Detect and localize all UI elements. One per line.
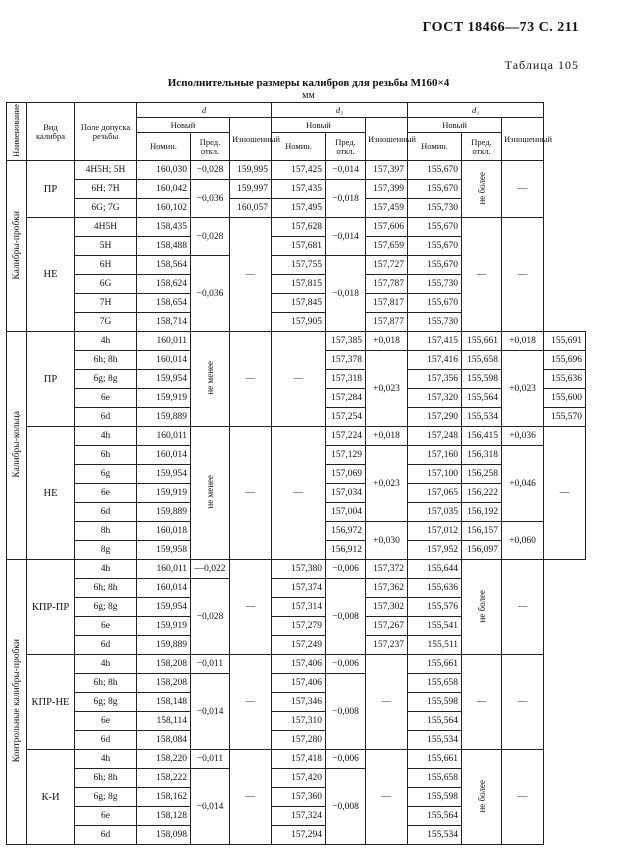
d-pred-dash: — bbox=[230, 427, 272, 560]
d2-worn: 157,065 bbox=[408, 484, 462, 503]
d2-dev-header: Пред. откл. bbox=[326, 133, 366, 161]
tolerance-field: 4h bbox=[75, 427, 137, 446]
d-worn: 159,995 bbox=[230, 161, 272, 180]
d-nominal: 158,220 bbox=[137, 750, 191, 769]
d-worn: — bbox=[230, 655, 272, 750]
col-d-header: d bbox=[137, 103, 272, 118]
d1-nominal: 155,658 bbox=[462, 351, 502, 370]
d1-nominal: 155,541 bbox=[408, 617, 462, 636]
d1-nominal: 155,658 bbox=[408, 674, 462, 693]
d2-worn: 157,320 bbox=[408, 389, 462, 408]
d2-worn: 157,302 bbox=[366, 598, 408, 617]
gauge-kind: ПР bbox=[27, 332, 75, 427]
d1-nominal: 155,661 bbox=[408, 750, 462, 769]
tolerance-field: 7H bbox=[75, 294, 137, 313]
d1-worn: 155,691 bbox=[544, 332, 586, 351]
col-name-header: Наименование bbox=[7, 103, 27, 161]
d-nominal: 160,030 bbox=[137, 161, 191, 180]
d2-worn: 157,399 bbox=[366, 180, 408, 199]
tolerance-field: 6e bbox=[75, 807, 137, 826]
d-deviation: −0,028 bbox=[191, 161, 230, 180]
d1-nominal: 155,534 bbox=[408, 826, 462, 845]
tolerance-field: 6d bbox=[75, 826, 137, 845]
d1-nominal: 155,598 bbox=[408, 788, 462, 807]
d1-worn: — bbox=[502, 218, 544, 332]
d2-nominal: 157,374 bbox=[272, 579, 326, 598]
tolerance-field: 6e bbox=[75, 617, 137, 636]
d2-worn: 157,362 bbox=[366, 579, 408, 598]
tolerance-field: 4H5H; 5H bbox=[75, 161, 137, 180]
d1-deviation-text: не более bbox=[476, 171, 487, 205]
d-nominal: 158,208 bbox=[137, 674, 191, 693]
gauge-dimensions-table bbox=[6, 102, 586, 845]
d1-nominal: 156,318 bbox=[462, 446, 502, 465]
d2-nominal: 156,912 bbox=[326, 541, 366, 560]
d-nominal: 158,488 bbox=[137, 237, 191, 256]
tolerance-field: 4h bbox=[75, 332, 137, 351]
d-nominal: 159,889 bbox=[137, 636, 191, 655]
d1-worn: — bbox=[502, 161, 544, 218]
d-worn: — bbox=[272, 427, 326, 560]
d1-worn: 155,636 bbox=[544, 370, 586, 389]
d-pred-dash: — bbox=[230, 332, 272, 427]
table-row bbox=[7, 427, 586, 446]
tolerance-field: 6d bbox=[75, 731, 137, 750]
d-deviation bbox=[191, 332, 230, 427]
d2-worn: 157,397 bbox=[366, 161, 408, 180]
d-nominal: 158,435 bbox=[137, 218, 191, 237]
d1-nominal: 155,670 bbox=[408, 237, 462, 256]
d1-nominal: 156,222 bbox=[462, 484, 502, 503]
d-nominal: 158,654 bbox=[137, 294, 191, 313]
d-nominal: 158,714 bbox=[137, 313, 191, 332]
d2-deviation: −0,018 bbox=[326, 180, 366, 218]
tolerance-field: 6h bbox=[75, 446, 137, 465]
d2-nominal: 157,406 bbox=[272, 674, 326, 693]
d2-nominal: 157,279 bbox=[272, 617, 326, 636]
d1-worn: — bbox=[502, 750, 544, 845]
d2-deviation: −0,008 bbox=[326, 579, 366, 655]
d-nominal: 160,018 bbox=[137, 522, 191, 541]
d1-nominal: 155,576 bbox=[408, 598, 462, 617]
d-nominal: 160,011 bbox=[137, 560, 191, 579]
table-row bbox=[7, 560, 586, 579]
group-name bbox=[7, 332, 27, 560]
d2-worn: 157,606 bbox=[366, 218, 408, 237]
d1-nominal: 155,564 bbox=[408, 807, 462, 826]
d1-nominal-header: Номин. bbox=[408, 133, 462, 161]
tolerance-field: 4h bbox=[75, 750, 137, 769]
d-deviation: −0,011 bbox=[191, 750, 230, 769]
d2-worn: 157,035 bbox=[408, 503, 462, 522]
d1-nominal: 155,661 bbox=[462, 332, 502, 351]
d2-worn: 157,160 bbox=[408, 446, 462, 465]
tolerance-field: 6h; 8h bbox=[75, 674, 137, 693]
d1-nominal: 155,564 bbox=[462, 389, 502, 408]
d-nominal: 159,889 bbox=[137, 503, 191, 522]
col-d1-header: d₁ bbox=[408, 103, 544, 118]
d2-nominal: 157,681 bbox=[272, 237, 326, 256]
d-nominal: 159,954 bbox=[137, 465, 191, 484]
tolerance-field: 4H5H bbox=[75, 218, 137, 237]
d2-nominal: 157,254 bbox=[326, 408, 366, 427]
d-nominal: 159,919 bbox=[137, 617, 191, 636]
tolerance-field: 4h bbox=[75, 560, 137, 579]
d1-nominal: 155,598 bbox=[408, 693, 462, 712]
gauge-kind: НЕ bbox=[27, 427, 75, 560]
d-nominal: 158,624 bbox=[137, 275, 191, 294]
d-deviation-text: не менее bbox=[205, 475, 215, 509]
d-nominal: 160,042 bbox=[137, 180, 191, 199]
d2-worn: 157,356 bbox=[408, 370, 462, 389]
d-deviation: −0,028 bbox=[191, 579, 230, 655]
d-nominal: 159,919 bbox=[137, 484, 191, 503]
d-nominal: 159,889 bbox=[137, 408, 191, 427]
d-worn: — bbox=[230, 750, 272, 845]
d2-deviation: +0,018 bbox=[366, 427, 408, 446]
d2-worn: 157,877 bbox=[366, 313, 408, 332]
d2-nominal: 157,495 bbox=[272, 199, 326, 218]
d-new-header: Новый bbox=[137, 118, 230, 133]
d-deviation: —0,022 bbox=[191, 560, 230, 579]
d2-deviation: −0,006 bbox=[326, 655, 366, 674]
tolerance-field: 8g bbox=[75, 541, 137, 560]
d-worn: 159,997 bbox=[230, 180, 272, 199]
d-nominal: 158,128 bbox=[137, 807, 191, 826]
group-name-text: Контрольные калибры-пробки bbox=[11, 639, 22, 763]
d1-nominal: 155,598 bbox=[462, 370, 502, 389]
d1-nominal: 155,730 bbox=[408, 275, 462, 294]
d-nominal-header: Номин. bbox=[137, 133, 191, 161]
tolerance-field: 6G; 7G bbox=[75, 199, 137, 218]
d-nominal: 158,114 bbox=[137, 712, 191, 731]
d-worn: 160,057 bbox=[230, 199, 272, 218]
d2-worn: 157,787 bbox=[366, 275, 408, 294]
d2-nominal: 157,406 bbox=[272, 655, 326, 674]
d-nominal: 158,208 bbox=[137, 655, 191, 674]
d2-deviation: +0,023 bbox=[366, 446, 408, 522]
d2-nominal: 157,385 bbox=[326, 332, 366, 351]
d-deviation: −0,011 bbox=[191, 655, 230, 674]
group-name-text: Калибры-пробки bbox=[11, 210, 22, 280]
d2-deviation: −0,006 bbox=[326, 750, 366, 769]
d1-nominal: 156,157 bbox=[462, 522, 502, 541]
gauge-kind: НЕ bbox=[27, 218, 75, 332]
gauge-kind: К-И bbox=[27, 750, 75, 845]
tolerance-field: 6e bbox=[75, 712, 137, 731]
d1-nominal: 155,670 bbox=[408, 161, 462, 180]
d2-worn: 157,817 bbox=[366, 294, 408, 313]
d2-worn: — bbox=[366, 750, 408, 845]
group-name bbox=[7, 161, 27, 332]
gauge-kind: ПР bbox=[27, 161, 75, 218]
d-nominal: 160,014 bbox=[137, 579, 191, 598]
d1-deviation: — bbox=[462, 218, 502, 332]
d-nominal: 160,014 bbox=[137, 446, 191, 465]
d1-nominal: 155,511 bbox=[408, 636, 462, 655]
d1-nominal: 155,564 bbox=[408, 712, 462, 731]
d2-worn-header: Изношенный bbox=[366, 118, 408, 161]
d2-nominal: 157,845 bbox=[272, 294, 326, 313]
tolerance-field: 4h bbox=[75, 655, 137, 674]
col-d2-header: d₂ bbox=[272, 103, 408, 118]
d1-nominal: 156,192 bbox=[462, 503, 502, 522]
d1-nominal: 156,097 bbox=[462, 541, 502, 560]
d1-deviation-text: не более bbox=[476, 779, 487, 813]
d1-deviation: +0,023 bbox=[502, 351, 544, 427]
tolerance-field: 7G bbox=[75, 313, 137, 332]
d2-nominal: 157,420 bbox=[272, 769, 326, 788]
d2-nominal: 157,224 bbox=[326, 427, 366, 446]
d2-nominal: 157,435 bbox=[272, 180, 326, 199]
d1-nominal: 155,670 bbox=[408, 256, 462, 275]
tolerance-field: 6d bbox=[75, 408, 137, 427]
d1-deviation: +0,036 bbox=[502, 427, 544, 446]
tolerance-field: 8h bbox=[75, 522, 137, 541]
d2-nominal: 157,129 bbox=[326, 446, 366, 465]
d1-nominal: 155,644 bbox=[408, 560, 462, 579]
d-nominal: 160,014 bbox=[137, 351, 191, 370]
d2-deviation: −0,014 bbox=[326, 161, 366, 180]
d1-nominal: 156,415 bbox=[462, 427, 502, 446]
d-deviation: −0,036 bbox=[191, 256, 230, 332]
tolerance-field: 6h; 8h bbox=[75, 579, 137, 598]
d2-nominal: 157,318 bbox=[326, 370, 366, 389]
d1-worn: 155,696 bbox=[544, 351, 586, 370]
d2-worn: — bbox=[366, 655, 408, 750]
d-worn-header: Изношенный bbox=[230, 118, 272, 161]
d2-deviation: +0,023 bbox=[366, 351, 408, 427]
d2-deviation: +0,018 bbox=[366, 332, 408, 351]
d-deviation-text: не менее bbox=[205, 361, 215, 395]
d-deviation bbox=[191, 427, 230, 560]
d1-worn: 155,570 bbox=[544, 408, 586, 427]
d-deviation: −0,014 bbox=[191, 674, 230, 750]
d-nominal: 158,084 bbox=[137, 731, 191, 750]
d2-nominal: 157,346 bbox=[272, 693, 326, 712]
tolerance-field: 6h; 8h bbox=[75, 351, 137, 370]
d-worn: — bbox=[230, 560, 272, 655]
d2-nominal: 157,815 bbox=[272, 275, 326, 294]
d1-nominal: 155,534 bbox=[408, 731, 462, 750]
d2-worn: 157,459 bbox=[366, 199, 408, 218]
table-body bbox=[7, 161, 586, 845]
d2-deviation: +0,030 bbox=[366, 522, 408, 560]
d2-worn: 157,952 bbox=[408, 541, 462, 560]
tolerance-field: 6H; 7H bbox=[75, 180, 137, 199]
tolerance-field: 6G bbox=[75, 275, 137, 294]
d1-nominal: 155,658 bbox=[408, 769, 462, 788]
d1-nominal: 155,670 bbox=[408, 218, 462, 237]
tolerance-field: 6d bbox=[75, 503, 137, 522]
d-deviation: −0,014 bbox=[191, 769, 230, 845]
d2-deviation: −0,006 bbox=[326, 560, 366, 579]
col-kind-header: Вид калибра bbox=[27, 103, 75, 161]
gauge-kind: КПР-НЕ bbox=[27, 655, 75, 750]
col-tolerance-header: Поле допуска резьбы bbox=[75, 103, 137, 161]
d2-nominal: 157,284 bbox=[326, 389, 366, 408]
d2-nominal: 157,294 bbox=[272, 826, 326, 845]
d2-worn: 157,267 bbox=[366, 617, 408, 636]
table-row bbox=[7, 655, 586, 674]
d1-deviation bbox=[462, 560, 502, 655]
d2-nominal: 156,972 bbox=[326, 522, 366, 541]
d2-worn: 157,659 bbox=[366, 237, 408, 256]
d-nominal: 160,011 bbox=[137, 332, 191, 351]
table-row bbox=[7, 750, 586, 769]
tolerance-field: 6h; 8h bbox=[75, 769, 137, 788]
d-worn: — bbox=[272, 332, 326, 427]
d-nominal: 159,919 bbox=[137, 389, 191, 408]
d1-nominal: 156,258 bbox=[462, 465, 502, 484]
d-nominal: 158,148 bbox=[137, 693, 191, 712]
tolerance-field: 6g; 8g bbox=[75, 693, 137, 712]
d-worn: — bbox=[230, 218, 272, 332]
d-nominal: 160,102 bbox=[137, 199, 191, 218]
d2-nominal: 157,628 bbox=[272, 218, 326, 237]
d2-worn: 157,100 bbox=[408, 465, 462, 484]
tolerance-field: 6H bbox=[75, 256, 137, 275]
d1-worn: — bbox=[502, 560, 544, 655]
table-title: Исполнительные размеры калибров для резьбы М160×4 bbox=[167, 77, 450, 89]
d1-deviation bbox=[462, 161, 502, 218]
d2-worn: 157,237 bbox=[366, 636, 408, 655]
tolerance-field: 5H bbox=[75, 237, 137, 256]
d1-dev-header: Пред. откл. bbox=[462, 133, 502, 161]
d1-nominal: 155,730 bbox=[408, 199, 462, 218]
d2-nominal: 157,905 bbox=[272, 313, 326, 332]
d2-nominal: 157,418 bbox=[272, 750, 326, 769]
d2-worn: 157,248 bbox=[408, 427, 462, 446]
d2-nominal: 157,324 bbox=[272, 807, 326, 826]
table-row bbox=[7, 218, 586, 237]
d2-deviation: −0,014 bbox=[326, 218, 366, 256]
d2-nominal: 157,380 bbox=[272, 560, 326, 579]
d-deviation: −0,036 bbox=[191, 180, 230, 218]
d2-new-header: Новый bbox=[272, 118, 366, 133]
d1-deviation: +0,018 bbox=[502, 332, 544, 351]
table-number: Таблица 105 bbox=[504, 58, 579, 72]
d-nominal: 158,162 bbox=[137, 788, 191, 807]
d-nominal: 160,011 bbox=[137, 427, 191, 446]
d-nominal: 158,098 bbox=[137, 826, 191, 845]
d2-nominal: 157,314 bbox=[272, 598, 326, 617]
d2-nominal: 157,069 bbox=[326, 465, 366, 484]
table-unit: мм bbox=[302, 90, 315, 101]
table-row bbox=[7, 161, 586, 180]
d1-deviation: +0,060 bbox=[502, 522, 544, 560]
d1-nominal: 155,670 bbox=[408, 294, 462, 313]
tolerance-field: 6g bbox=[75, 465, 137, 484]
d-nominal: 159,954 bbox=[137, 598, 191, 617]
d2-nominal: 157,004 bbox=[326, 503, 366, 522]
d1-worn: — bbox=[544, 427, 586, 560]
d1-nominal: 155,670 bbox=[408, 180, 462, 199]
tolerance-field: 6g; 8g bbox=[75, 788, 137, 807]
gauge-kind: КПР-ПР bbox=[27, 560, 75, 655]
d2-nominal-header: Номин. bbox=[272, 133, 326, 161]
d2-deviation: −0,018 bbox=[326, 256, 366, 332]
d2-worn: 157,012 bbox=[408, 522, 462, 541]
d1-deviation bbox=[462, 750, 502, 845]
d2-deviation: −0,008 bbox=[326, 769, 366, 845]
d1-nominal: 155,534 bbox=[462, 408, 502, 427]
group-name bbox=[7, 560, 27, 845]
d2-nominal: 157,755 bbox=[272, 256, 326, 275]
tolerance-field: 6e bbox=[75, 484, 137, 503]
d-dev-header: Пред. откл. bbox=[191, 133, 230, 161]
d2-worn: 157,415 bbox=[408, 332, 462, 351]
d2-worn: 157,372 bbox=[366, 560, 408, 579]
tolerance-field: 6g; 8g bbox=[75, 370, 137, 389]
d2-nominal: 157,249 bbox=[272, 636, 326, 655]
d1-new-header: Новый bbox=[408, 118, 502, 133]
d1-worn-header: Изношенный bbox=[502, 118, 544, 161]
tolerance-field: 6d bbox=[75, 636, 137, 655]
d1-nominal: 155,661 bbox=[408, 655, 462, 674]
d2-nominal: 157,280 bbox=[272, 731, 326, 750]
tolerance-field: 6e bbox=[75, 389, 137, 408]
group-name-text: Калибры-кольца bbox=[11, 411, 22, 478]
d2-worn: 157,727 bbox=[366, 256, 408, 275]
table-row bbox=[7, 332, 586, 351]
d-nominal: 158,564 bbox=[137, 256, 191, 275]
d2-nominal: 157,378 bbox=[326, 351, 366, 370]
d2-nominal: 157,360 bbox=[272, 788, 326, 807]
d2-nominal: 157,425 bbox=[272, 161, 326, 180]
d-deviation: −0,028 bbox=[191, 218, 230, 256]
page-header: ГОСТ 18466—73 С. 211 bbox=[422, 20, 579, 35]
d1-deviation: +0,046 bbox=[502, 446, 544, 522]
d-nominal: 159,958 bbox=[137, 541, 191, 560]
d1-nominal: 155,730 bbox=[408, 313, 462, 332]
d-nominal: 159,954 bbox=[137, 370, 191, 389]
d1-worn: 155,600 bbox=[544, 389, 586, 408]
tolerance-field: 6g; 8g bbox=[75, 598, 137, 617]
d2-worn: 157,416 bbox=[408, 351, 462, 370]
d1-nominal: 155,636 bbox=[408, 579, 462, 598]
d-nominal: 158,222 bbox=[137, 769, 191, 788]
d1-deviation: — bbox=[462, 655, 502, 750]
d2-nominal: 157,034 bbox=[326, 484, 366, 503]
d2-worn: 157,290 bbox=[408, 408, 462, 427]
d2-deviation: −0,008 bbox=[326, 674, 366, 750]
d2-nominal: 157,310 bbox=[272, 712, 326, 731]
d1-worn: — bbox=[502, 655, 544, 750]
d1-deviation-text: не более bbox=[476, 589, 487, 623]
